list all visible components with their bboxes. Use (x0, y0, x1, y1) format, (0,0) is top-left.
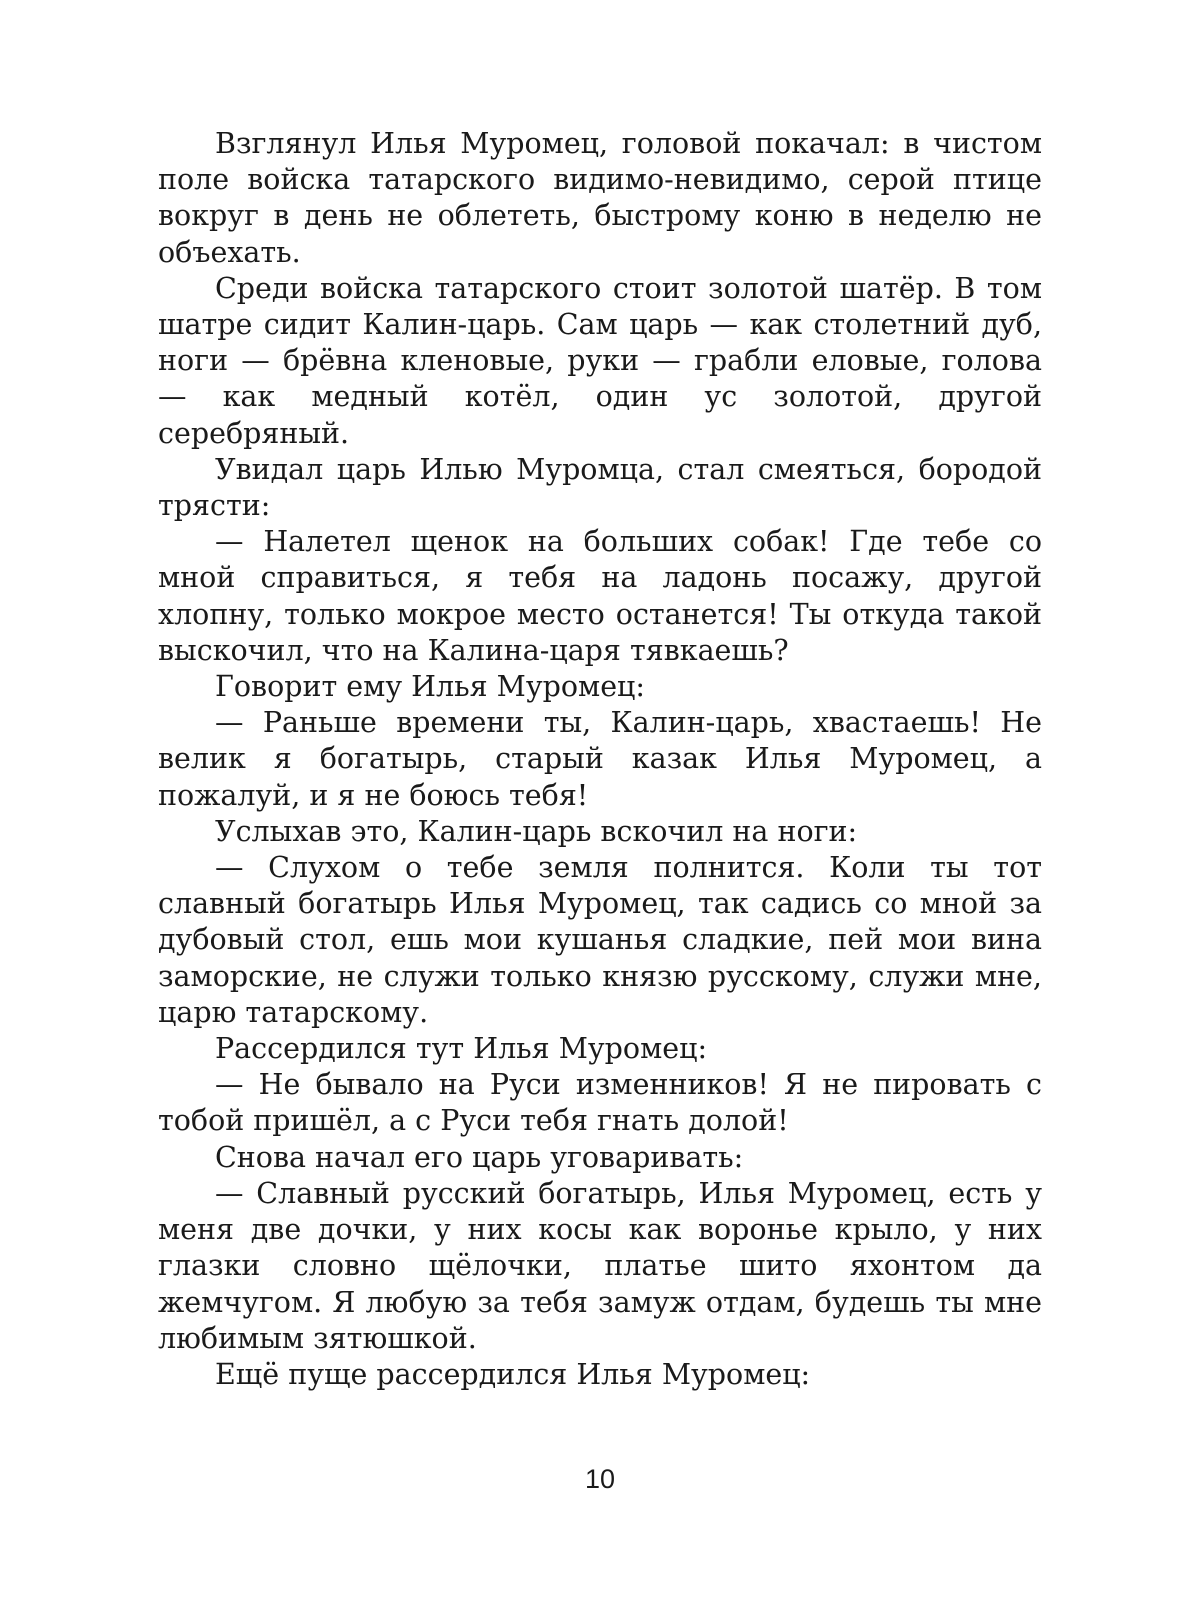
body-text (158, 126, 1042, 1393)
paragraph: — Не бывало на Руси изменников! Я не пировать с тобой пришёл, а с Руси тебя гнать долой! (158, 1068, 1042, 1138)
paragraph: Увидал царь Илью Муромца, стал смеяться, бородой трясти: (158, 452, 1042, 523)
paragraph: — Раньше времени ты, Калин-царь, хвастаешь! Не велик я богатырь, старый казак Илья Муромец, а пожалуй, и я не боюсь тебя! (158, 706, 1042, 812)
paragraph: Рассердился тут Илья Муромец: (215, 1032, 708, 1066)
paragraph: Ещё пуще рассердился Илья Муромец: (215, 1357, 811, 1391)
paragraph: Среди войска татарского стоит золотой шатёр. В том шатре сидит Калин-царь. Сам царь — как столетний дуб, ноги — брёвна кленовые, руки — грабли еловые, голова — как медный котёл, один ус золотой, другой серебряный. (158, 271, 1042, 450)
page-number: 10 (584, 1464, 616, 1494)
paragraph: — Налетел щенок на больших собак! Где тебе со мной справиться, я тебя на ладонь посажу, другой хлопну, только мокрое место останется! Ты откуда такой выскочил, что на Калина-царя тявкаешь? (158, 525, 1042, 667)
paragraph: Услыхав это, Калин-царь вскочил на ноги: (215, 814, 858, 848)
paragraph: — Славный русский богатырь, Илья Муромец, есть у меня две дочки, у них косы как воронье крыло, у них глазки словно щёлочки, платье шито яхонтом да жемчугом. Я любую за тебя замуж отдам, будешь ты мне любимым зятюшкой. (158, 1176, 1042, 1355)
paragraph: Говорит ему Илья Муромец: (215, 670, 645, 704)
paragraph: Снова начал его царь уговаривать: (215, 1140, 744, 1174)
paragraph: Взглянул Илья Муромец, головой покачал: в чистом поле войска татарского видимо-невидимо, серой птице вокруг в день не облететь, быстрому коню в неделю не объехать. (158, 127, 1042, 269)
paragraph: — Слухом о тебе земля полнится. Коли ты тот славный богатырь Илья Муромец, так садись со мной за дубовый стол, ешь мои кушанья сладкие, пей мои вина заморские, не служи только князю русскому, служи мне, царю татарскому. (158, 851, 1042, 1029)
